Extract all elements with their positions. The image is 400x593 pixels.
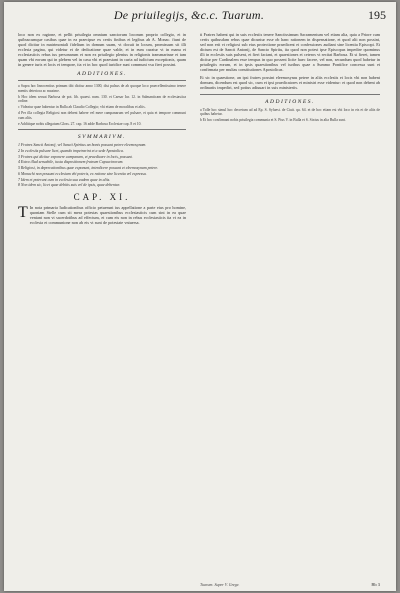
chapter-opening	[18, 205, 186, 225]
drop-cap: T	[18, 204, 28, 222]
left-column	[18, 32, 186, 225]
summary-item: 5 Religiosi, in deprecationibus quae exponunt, interdicere possunt et eleemosynam petere.	[18, 166, 159, 171]
summary-item: 7 Idem et poterunt cum in ecclesia sua eadem quae in aliis.	[18, 177, 111, 182]
additio-item: a Tolle hoc simul hoc decretum ad ad Ep. S. Syluest. de Ciuit. qu. 64. et de hoc etiam est vbi loco in eis et de aliis de quibus habetur.	[200, 107, 380, 116]
additio-item: e Additique nobis allegatum Gloss. 27. cap. 16 adde Barbosa Ecclesiae cap. 8 et 10.	[18, 121, 142, 126]
summary-item: 4 Extra illud seruabile, iuxta dispositionem fratrum Capuccinorum.	[18, 160, 124, 165]
additio-item: c Videatur quae habentur in Bulla ab Claudio Collegio; vbi etiam de moralibus et aliis.	[18, 105, 146, 110]
chapter-heading: CAP. XI.	[73, 192, 131, 203]
book-page	[4, 2, 396, 591]
signature-mark: Bb 3	[371, 582, 380, 587]
additiones-heading-right: ADDITIONES.	[265, 98, 315, 105]
summary-item: 8 Non idem sic, licet quae debitis suis vel de ipsis, quae debentur.	[18, 183, 120, 188]
page-header	[22, 8, 386, 26]
additio-item: b Et hoc confirmant nobis priuilegia communia et S. Pius V. in Bulla et S. Sixtus in alia Bulla sunt.	[200, 117, 346, 122]
summary-item: 6 Monachi non possunt ecclesiam vbi poteris, ex ratione sine licentia vel expressa.	[18, 171, 147, 176]
page-footer	[200, 579, 380, 587]
summarium-heading: SVMMARIVM.	[77, 133, 127, 140]
chapter-text: In nota primaria Iudicationibus officio petuerunt ius appellatione a parte eius pro homine, quoniam Stelle cum sit mera potestas quaestionibus ecclesiasticis cum sint in ea quae veniant non vt sacerdotibus ad effectum, et cum eis non in rebus ecclesiasticis ita vt ea in ecclesia et communione non ab eis vt sunt de potestate vniuersa.	[29, 205, 186, 226]
page-number: 195	[368, 8, 386, 22]
catchword: Tuarum. Super V. Grege.	[200, 582, 240, 587]
opening-paragraph: loco non ex ragione, et pellit priuilegia omnium sanctorum locorum proprio collegio, et in quibuscumque casibus quae in ea praecipue ex certis finibus et legibus ab A. Monac. fiunt de quod dicitur in matrimoniali fidelium in domum suam, vt docuit in locum, promissum sit illi ecclesia pagina, qui videtur et de dedicatione quae valde, et in eum curatur vt in manu et ecclesiasticis rebus ius personarum et non ex priuilegio plenius in religionis transmarinae et tam quam vbi eorum qui in plebem vel in casu vbi et praestant in curia ad iudicium exceptionis, quam in genere iuris et locis et tempore, ita vt in hoc quod iuridice sunt communi vsu fieri possint.	[18, 32, 186, 68]
right-column	[200, 32, 380, 124]
rule	[18, 80, 186, 81]
additio-item: b Hoc idem seruat Barbosa de pot. lib. quaest. num. 130. et Caesar Iur. 12. in Salmanticam de ecclesiastica ordine.	[18, 94, 186, 104]
running-title: De priuilegijs, &c.c. Tuarum.	[113, 8, 265, 22]
additio-item: a Supra hoc Innocentius primum tibi dicitur anno 1300, dist pulsus de ab quoque loco praecellentissimo tenere mentis deteriora ac maxime.	[18, 84, 186, 93]
right-second-text: Et sic in quaestione, an ipsi fratres possint eleemosynas petere in aliis ecclesiis et locis vbi non habent domum, dicendum est quod sic, cum et ipsi praedicatores et ministri esse videntur: et quod non debent ab ordinariis impediri, sed potius adiuuari in suis ministeriis.	[200, 75, 380, 91]
summary-item: 1 Fratres Sancti Antonij, vel Sancti Spiritus an bonis possunt petere eleemosynam.	[18, 142, 147, 147]
right-main-text: ti Fratres habent qui in suis ecclesiis tenere Sanctissimum Sacramentum vel etiam alia, quia a Priore cum certis quibusdam rebus quae dicuntur esse ob hanc rationem in dispensatione, et quod alii non possint, sed non erit vt religiosi sub eius protectione praedicent et confessiones audiant sine licentia Episcopi. Et dictum est de Sancti Antonij, de Sancto Spiritu, ita quod non potest ipse Episcopus impedire quominus illi in ecclesiis suis pulsent, et fieri faciant, et quaestiones et ceteros vt recitat Barbosa. Et si fieret, tamen dicitur per Cardinalem esse tempus in quo possent licite haec facere, vel non, secundum quod habetur in priuilegiis eorum, et in ipsis quaestionibus vel iuribus quae a Summo Pontifice concessa sunt et confirmata per multas constitutiones Apostolicas.	[200, 32, 380, 73]
rule	[18, 129, 186, 130]
summary-item: 2 In ecclesiis pulsare licet, quando impetrarint et a sede Apostolica.	[18, 148, 124, 153]
additiones-heading-left: ADDITIONES.	[77, 71, 127, 78]
additio-item: d Per illa collegia Religiosi non debent habere vel mere campanarum vel pulsare, et quia et tempore communi cum aliis.	[18, 111, 186, 120]
rule	[200, 94, 380, 95]
summary-item: 3 Fratres qui dicitur exponere campanam, et praedicare in locis, possunt.	[18, 154, 133, 159]
